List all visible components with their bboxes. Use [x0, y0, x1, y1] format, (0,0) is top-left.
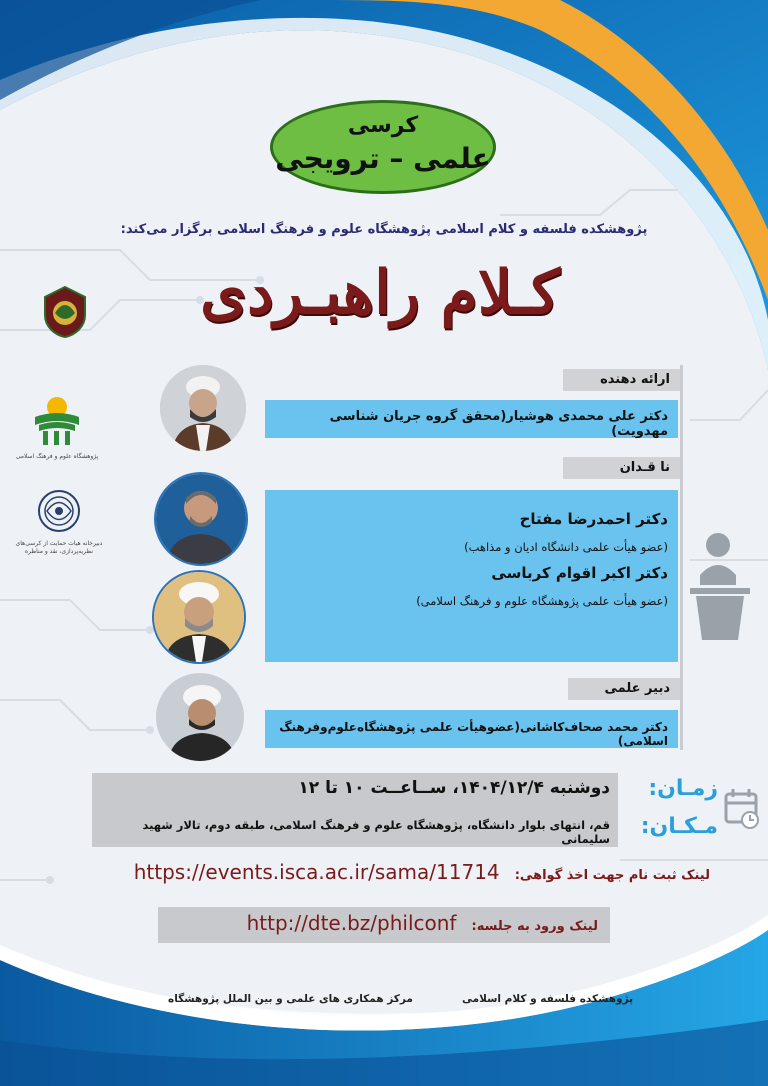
registration-link[interactable]: https://events.isca.ac.ir/sama/11714: [133, 860, 500, 884]
critic-1-affiliation: (عضو هیأت علمی دانشگاه ادیان و مذاهب): [464, 540, 668, 554]
office-emblem-logo: [20, 285, 110, 343]
badge-line-2: علمی – ترویجی: [275, 142, 491, 175]
presenter-box: [265, 400, 678, 438]
presenter-label: ارائه دهنده: [563, 369, 680, 391]
critic-2-affiliation: (عضو هیأت علمی پژوهشگاه علوم و فرهنگ اسلامی): [416, 594, 668, 608]
person-avatar-icon: [156, 673, 244, 761]
critic-2-name: دکتر اکبر اقوام کرباسی: [491, 564, 668, 582]
person-avatar-icon: [156, 474, 246, 564]
footer-right-text: پژوهشکده فلسفه و کلام اسلامی: [462, 993, 634, 1005]
committee-seal-icon: [33, 488, 85, 534]
section-divider-line: [680, 365, 683, 750]
office-emblem-icon: [41, 285, 89, 339]
chair-type-badge: [270, 100, 496, 194]
organizer-text: پژوهشکده فلسفه و کلام اسلامی پژوهشگاه علوم و فرهنگ اسلامی برگزار می‌کند:: [120, 222, 648, 237]
registration-line: [60, 860, 710, 884]
isca-logo-caption: پژوهشگاه علوم و فرهنگ اسلامی: [15, 453, 99, 460]
place-label: مـکـان:: [640, 814, 718, 839]
committee-seal-caption: دبیرخانه هیات حمایت از کرسی‌های نظریه‌پردازی، نقد و مناظره: [15, 540, 103, 555]
footer-left-text: مرکز همکاری های علمی و بین الملل پژوهشگاه: [168, 993, 413, 1005]
secretary-name: دکتر محمد صحاف‌کاشانی(عضوهیأت علمی پژوهشگاه‌علوم‌وفرهنگ اسلامی): [279, 720, 668, 748]
critic-2-photo: [152, 570, 246, 664]
badge-line-1: کرسی: [347, 113, 419, 138]
person-avatar-icon: [160, 365, 246, 451]
isca-logo: [12, 395, 102, 461]
main-title: کـلام راهبـردی: [200, 258, 560, 328]
critic-1-photo: [154, 472, 248, 566]
secretary-label: دبیر علمی: [568, 678, 680, 700]
join-link[interactable]: http://dte.bz/philconf: [246, 911, 457, 935]
registration-label: لینک ثبت نام جهت اخذ گواهی:: [514, 868, 710, 883]
place-value: قم، انتهای بلوار دانشگاه، پژوهشگاه علوم و فرهنگ اسلامی، طبقه دوم، تالار شهید سلیمانی: [142, 818, 610, 846]
secretary-box: [265, 710, 678, 748]
time-label: زمـان:: [648, 776, 718, 801]
critic-1-name: دکتر احمدرضا مفتاح: [519, 510, 668, 528]
join-label: لینک ورود به جلسه:: [471, 919, 598, 934]
committee-seal-logo: [14, 488, 104, 556]
person-avatar-icon: [154, 572, 244, 662]
presenter-photo: [160, 365, 246, 451]
critics-box: [265, 490, 678, 662]
isca-logo-icon: [29, 395, 85, 447]
secretary-photo: [156, 673, 244, 761]
time-value: دوشنبه ۱۴۰۴/۱۲/۴، ســاعــت ۱۰ تا ۱۲: [298, 778, 610, 798]
join-box: [158, 907, 610, 943]
presenter-name: دکتر علی محمدی هوشیار(محقق گروه جریان شناسی مهدویت): [329, 409, 668, 439]
critics-label: نا قـدان: [563, 457, 680, 479]
